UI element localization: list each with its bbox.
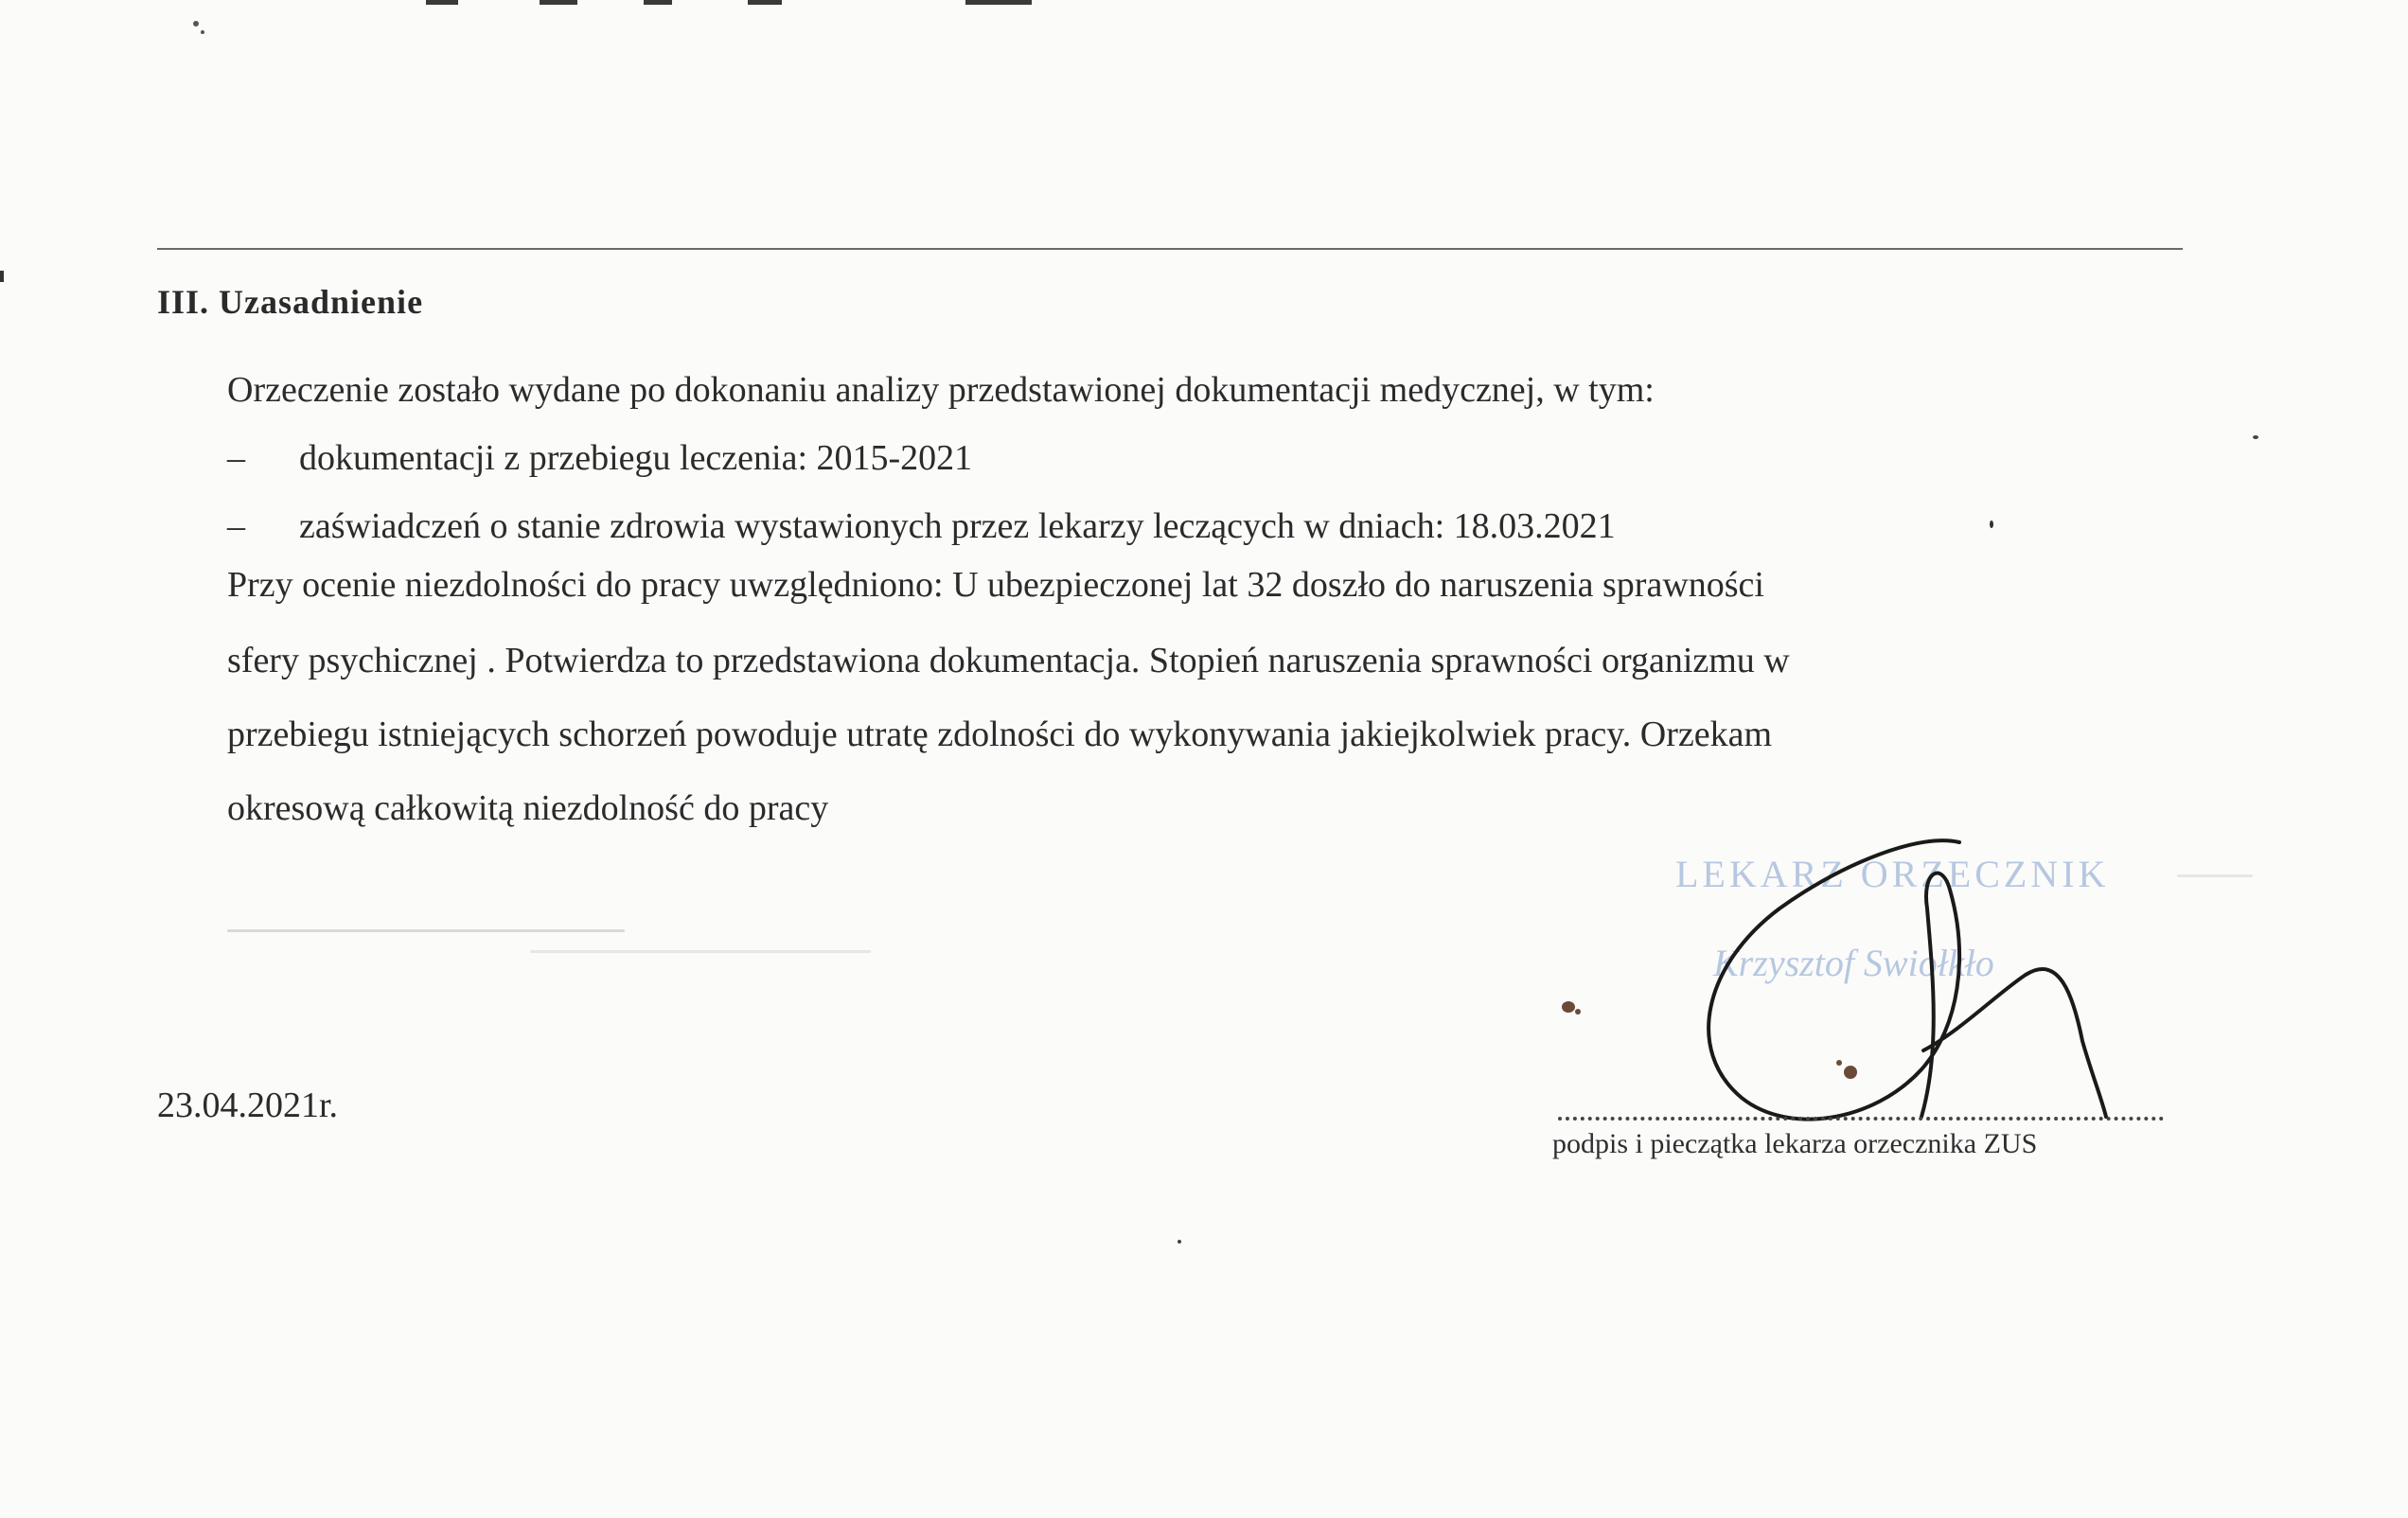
list-item: [227, 505, 1616, 547]
section-heading: III. Uzasadnienie: [157, 283, 424, 321]
signature-line: [1558, 1117, 2164, 1121]
paragraph-line: okresową całkowitą niezdolność do pracy: [227, 788, 829, 828]
paragraph-line: sfery psychicznej . Potwierdza to przedstawiona dokumentacja. Stopień naruszenia sprawności organizmu w: [227, 641, 1790, 680]
section-divider: [157, 248, 2183, 250]
list-item: [227, 437, 972, 479]
handwritten-signature: [1685, 833, 2120, 1136]
scan-smudge: [530, 950, 871, 953]
stamp-title: LEKARZ ORZECZNIK: [1675, 853, 2110, 895]
paragraph-line: Przy ocenie niezdolności do pracy uwzględniono: U ubezpieczonej lat 32 doszło do naruszenia sprawności: [227, 565, 1764, 605]
stamp-name: Krzysztof Swiołkło: [1713, 942, 1994, 984]
list-item-text: dokumentacji z przebiegu leczenia: 2015-2021: [299, 438, 973, 478]
bullet-dash: –: [227, 506, 245, 546]
scan-smudge: [227, 929, 625, 932]
signature-caption: podpis i pieczątka lekarza orzecznika ZUS: [1552, 1128, 2038, 1159]
list-item-text: zaświadczeń o stanie zdrowia wystawionych przez lekarzy leczących w dniach: 18.03.2021: [299, 506, 1616, 546]
justification-intro: Orzeczenie zostało wydane po dokonaniu analizy przedstawionej dokumentacji medycznej, w tym:: [227, 370, 1655, 410]
document-date: 23.04.2021r.: [157, 1086, 339, 1125]
paragraph-line: przebiegu istniejących schorzeń powoduje utratę zdolności do wykonywania jakiejkolwiek pracy. Orzekam: [227, 715, 1773, 754]
bullet-dash: –: [227, 438, 245, 478]
scan-artifact-marks: [407, 0, 1032, 8]
